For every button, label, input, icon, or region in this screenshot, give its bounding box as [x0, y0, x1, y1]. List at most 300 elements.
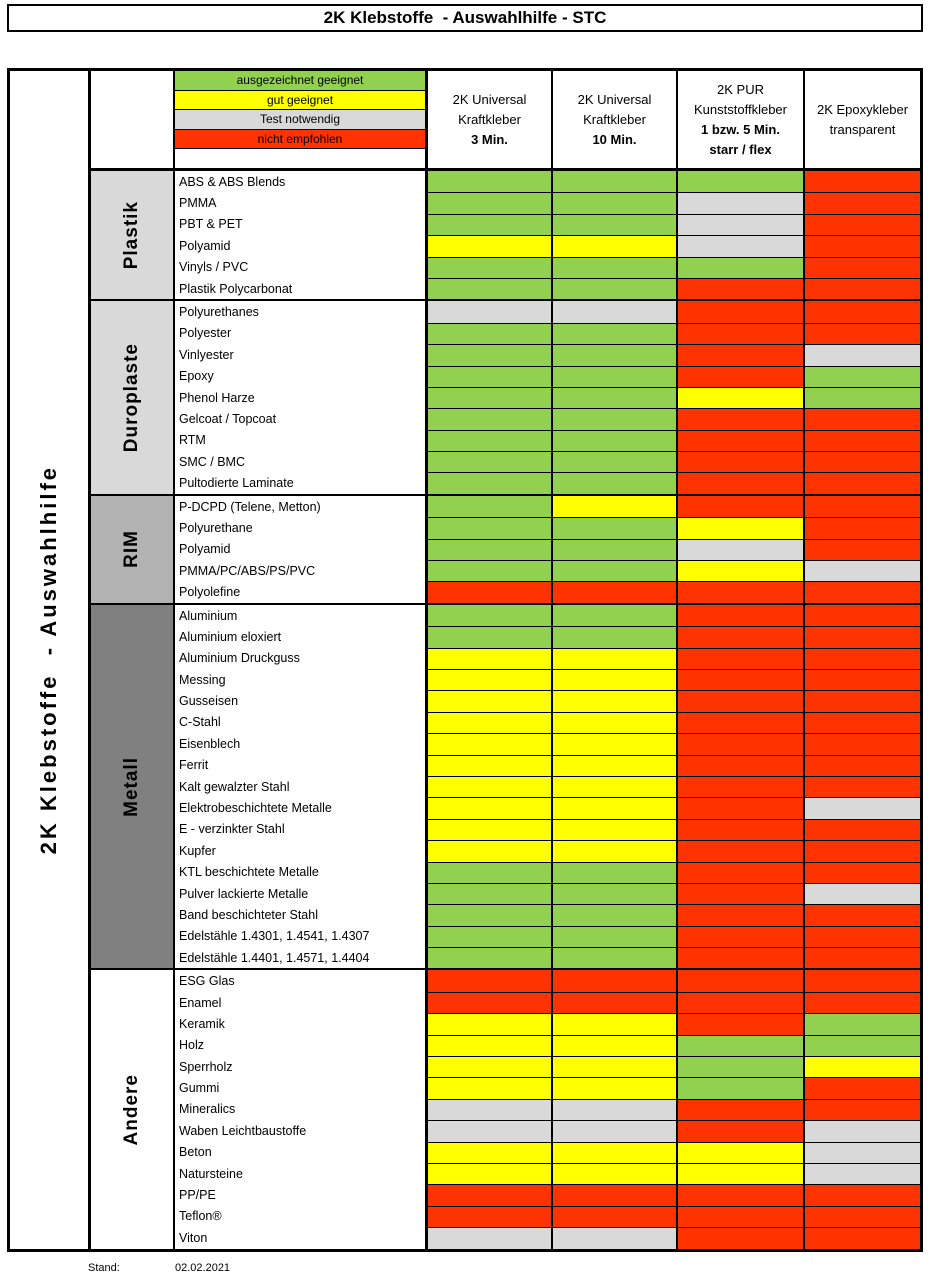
rating-cell-green	[551, 344, 676, 365]
rating-cell-green	[428, 344, 551, 365]
rating-cell-green	[551, 947, 676, 968]
material-name: Holz	[175, 1035, 428, 1056]
material-name: Plastik Polycarbonat	[175, 278, 428, 299]
rating-cell-green	[676, 257, 803, 278]
rating-cell-green	[551, 366, 676, 387]
material-row	[175, 992, 920, 1013]
rating-cell-red	[803, 669, 920, 690]
rating-cell-red	[676, 669, 803, 690]
material-name: Aluminium	[175, 605, 428, 626]
rating-cell-red	[428, 581, 551, 602]
rating-cell-red	[803, 648, 920, 669]
material-row	[175, 366, 920, 387]
material-row	[175, 947, 920, 968]
rating-cell-yellow	[428, 712, 551, 733]
rating-cell-green	[551, 323, 676, 344]
material-name: Polyester	[175, 323, 428, 344]
section-label-text: Andere	[121, 1073, 142, 1146]
rating-cell-red	[803, 970, 920, 991]
rating-cell-red	[676, 344, 803, 365]
rating-cell-green	[428, 560, 551, 581]
section-label-duroplaste	[91, 301, 175, 494]
material-row	[175, 214, 920, 235]
rating-cell-red	[803, 690, 920, 711]
rating-cell-red	[676, 323, 803, 344]
rating-cell-gray	[676, 235, 803, 256]
rating-cell-green	[551, 430, 676, 451]
section-rows	[175, 970, 920, 1248]
material-name: Polyolefine	[175, 581, 428, 602]
rating-cell-red	[676, 1120, 803, 1141]
rating-cell-green	[551, 862, 676, 883]
material-name: Natursteine	[175, 1163, 428, 1184]
column-header-epoxykleber-transparent	[803, 71, 920, 168]
rating-cell-gray	[803, 1120, 920, 1141]
legend-item-red: nicht empfohlen	[175, 130, 425, 150]
rating-cell-green	[428, 472, 551, 493]
rating-cell-red	[676, 970, 803, 991]
rating-cell-red	[803, 235, 920, 256]
section-label-plastik	[91, 171, 175, 299]
rating-cell-green	[428, 257, 551, 278]
rating-cell-green	[551, 883, 676, 904]
rating-cell-green	[803, 387, 920, 408]
material-row	[175, 862, 920, 883]
rating-cell-gray	[676, 192, 803, 213]
rating-cell-green	[551, 472, 676, 493]
column-header-line: 10 Min.	[592, 131, 637, 147]
rating-cell-red	[676, 626, 803, 647]
rating-cell-green	[428, 947, 551, 968]
rating-cell-red	[803, 1227, 920, 1248]
rating-cell-green	[803, 1013, 920, 1034]
section-label-andere	[91, 970, 175, 1248]
rating-cell-green	[428, 451, 551, 472]
header-row	[91, 71, 920, 171]
rating-cell-yellow	[551, 648, 676, 669]
table-content	[91, 71, 920, 1249]
material-name: Polyamid	[175, 235, 428, 256]
material-row	[175, 1120, 920, 1141]
column-header-line: Kraftkleber	[458, 111, 521, 127]
rating-cell-green	[551, 278, 676, 299]
rating-cell-yellow	[551, 235, 676, 256]
material-row	[175, 1077, 920, 1098]
material-name: Vinlyester	[175, 344, 428, 365]
rating-cell-yellow	[676, 387, 803, 408]
rating-cell-gray	[428, 1227, 551, 1248]
material-name: Eisenblech	[175, 733, 428, 754]
rating-cell-green	[428, 171, 551, 192]
material-name: Mineralics	[175, 1099, 428, 1120]
material-name: Messing	[175, 669, 428, 690]
material-row	[175, 883, 920, 904]
rating-cell-red	[803, 451, 920, 472]
material-name: Gummi	[175, 1077, 428, 1098]
rating-cell-yellow	[428, 690, 551, 711]
material-name: PBT & PET	[175, 214, 428, 235]
material-name: Gusseisen	[175, 690, 428, 711]
material-row	[175, 970, 920, 991]
rating-cell-red	[803, 733, 920, 754]
rating-cell-green	[551, 926, 676, 947]
rating-cell-gray	[803, 1163, 920, 1184]
rating-cell-red	[676, 1099, 803, 1120]
legend-item-gray: Test notwendig	[175, 110, 425, 130]
material-name: Ferrit	[175, 755, 428, 776]
rating-cell-yellow	[428, 819, 551, 840]
rating-cell-yellow	[428, 1163, 551, 1184]
section-metall	[91, 603, 920, 969]
rating-cell-green	[428, 883, 551, 904]
rating-cell-green	[551, 605, 676, 626]
rating-cell-yellow	[428, 1035, 551, 1056]
rating-cell-yellow	[428, 669, 551, 690]
material-row	[175, 171, 920, 192]
section-label-text: RIM	[121, 530, 142, 569]
material-row	[175, 819, 920, 840]
rating-cell-green	[551, 451, 676, 472]
rating-cell-green	[551, 517, 676, 538]
rating-cell-yellow	[551, 1163, 676, 1184]
material-name: Elektrobeschichtete Metalle	[175, 797, 428, 818]
rating-cell-green	[551, 192, 676, 213]
rating-cell-green	[803, 366, 920, 387]
column-header-pur-kunststoffkleber	[676, 71, 803, 168]
material-row	[175, 733, 920, 754]
column-header-line: 1 bzw. 5 Min.	[701, 121, 780, 137]
column-header-universal-kraftkleber-3min	[428, 71, 551, 168]
rating-cell-red	[551, 1206, 676, 1227]
rating-cell-yellow	[428, 733, 551, 754]
rating-cell-red	[676, 904, 803, 925]
rating-cell-red	[803, 1099, 920, 1120]
material-row	[175, 192, 920, 213]
rating-cell-red	[803, 517, 920, 538]
material-row	[175, 712, 920, 733]
header-empty-cell	[91, 71, 175, 168]
material-row	[175, 472, 920, 493]
rating-cell-gray	[428, 301, 551, 322]
rating-cell-yellow	[428, 235, 551, 256]
legend	[175, 71, 425, 149]
rating-cell-red	[803, 301, 920, 322]
selection-table	[7, 68, 923, 1252]
material-row	[175, 344, 920, 365]
material-name: Pultodierte Laminate	[175, 472, 428, 493]
rating-cell-red	[676, 712, 803, 733]
rating-cell-red	[803, 819, 920, 840]
column-header-line: starr / flex	[709, 141, 772, 157]
material-name: E - verzinkter Stahl	[175, 819, 428, 840]
material-row	[175, 690, 920, 711]
rating-cell-red	[676, 278, 803, 299]
rating-cell-red	[803, 776, 920, 797]
material-name: Aluminium eloxiert	[175, 626, 428, 647]
rating-cell-yellow	[551, 819, 676, 840]
rating-cell-yellow	[676, 560, 803, 581]
material-name: ESG Glas	[175, 970, 428, 991]
rating-cell-yellow	[428, 1077, 551, 1098]
rating-cell-yellow	[676, 1142, 803, 1163]
column-header-line: 2K Epoxykleber	[816, 101, 909, 117]
rating-cell-red	[803, 755, 920, 776]
rating-cell-green	[676, 171, 803, 192]
material-row	[175, 581, 920, 602]
rating-cell-yellow	[428, 1142, 551, 1163]
rating-cell-red	[676, 797, 803, 818]
material-row	[175, 648, 920, 669]
legend-cell	[175, 71, 428, 168]
rating-cell-green	[428, 605, 551, 626]
rating-cell-gray	[551, 301, 676, 322]
rating-cell-red	[676, 819, 803, 840]
rating-cell-green	[428, 366, 551, 387]
footer-date: 02.02.2021	[175, 1262, 231, 1274]
material-name: ABS & ABS Blends	[175, 171, 428, 192]
rating-cell-red	[676, 690, 803, 711]
material-row	[175, 323, 920, 344]
rating-cell-yellow	[551, 1142, 676, 1163]
rating-cell-red	[676, 648, 803, 669]
rating-cell-red	[803, 278, 920, 299]
rating-cell-red	[803, 581, 920, 602]
rating-cell-green	[551, 387, 676, 408]
rating-cell-green	[428, 862, 551, 883]
material-row	[175, 560, 920, 581]
material-name: SMC / BMC	[175, 451, 428, 472]
material-row	[175, 496, 920, 517]
rating-cell-red	[803, 257, 920, 278]
rating-cell-red	[803, 539, 920, 560]
rating-cell-red	[803, 472, 920, 493]
rating-cell-yellow	[803, 1056, 920, 1077]
rating-cell-green	[551, 539, 676, 560]
rating-cell-red	[676, 366, 803, 387]
rating-cell-green	[428, 626, 551, 647]
rating-cell-red	[676, 862, 803, 883]
rating-cell-red	[676, 733, 803, 754]
rating-cell-green	[428, 430, 551, 451]
page-title: 2K Klebstoffe - Auswahlhilfe - STC	[7, 4, 923, 32]
column-header-line: 3 Min.	[471, 131, 508, 147]
legend-item-yellow: gut geeignet	[175, 91, 425, 111]
material-name: Teflon®	[175, 1206, 428, 1227]
rating-cell-red	[803, 496, 920, 517]
material-name: RTM	[175, 430, 428, 451]
material-row	[175, 257, 920, 278]
material-row	[175, 517, 920, 538]
material-row	[175, 1099, 920, 1120]
rating-cell-red	[803, 1184, 920, 1205]
rating-cell-red	[803, 192, 920, 213]
rating-cell-red	[803, 926, 920, 947]
rating-cell-red	[676, 496, 803, 517]
rating-cell-red	[676, 472, 803, 493]
rating-cell-gray	[803, 560, 920, 581]
material-name: Viton	[175, 1227, 428, 1248]
material-row	[175, 1206, 920, 1227]
material-row	[175, 539, 920, 560]
side-title-cell	[10, 71, 91, 1249]
material-name: Edelstähle 1.4301, 1.4541, 1.4307	[175, 926, 428, 947]
rating-cell-red	[803, 947, 920, 968]
rating-cell-green	[428, 214, 551, 235]
rating-cell-red	[676, 581, 803, 602]
material-row	[175, 430, 920, 451]
section-rows	[175, 605, 920, 969]
rating-cell-green	[428, 904, 551, 925]
section-plastik	[91, 171, 920, 299]
rating-cell-red	[676, 301, 803, 322]
rating-cell-yellow	[551, 776, 676, 797]
material-row	[175, 1056, 920, 1077]
rating-cell-gray	[803, 1142, 920, 1163]
material-row	[175, 301, 920, 322]
rating-cell-red	[803, 214, 920, 235]
material-name: Pulver lackierte Metalle	[175, 883, 428, 904]
rating-cell-red	[551, 581, 676, 602]
material-name: Enamel	[175, 992, 428, 1013]
rating-cell-gray	[428, 1099, 551, 1120]
material-row	[175, 1184, 920, 1205]
rating-cell-red	[676, 840, 803, 861]
material-name: Vinyls / PVC	[175, 257, 428, 278]
rating-cell-green	[428, 278, 551, 299]
rating-cell-yellow	[428, 648, 551, 669]
material-name: Kupfer	[175, 840, 428, 861]
material-row	[175, 669, 920, 690]
rating-cell-green	[551, 171, 676, 192]
section-rows	[175, 171, 920, 299]
rating-cell-red	[676, 1206, 803, 1227]
rating-cell-yellow	[428, 776, 551, 797]
rating-cell-green	[551, 560, 676, 581]
rating-cell-yellow	[551, 1077, 676, 1098]
material-name: PMMA	[175, 192, 428, 213]
rating-cell-green	[428, 323, 551, 344]
legend-item-green: ausgezeichnet geeignet	[175, 71, 425, 91]
material-name: Polyamid	[175, 539, 428, 560]
material-name: P-DCPD (Telene, Metton)	[175, 496, 428, 517]
rating-cell-green	[676, 1077, 803, 1098]
rating-cell-gray	[428, 1120, 551, 1141]
rating-cell-yellow	[551, 669, 676, 690]
rating-cell-gray	[551, 1099, 676, 1120]
rating-cell-yellow	[551, 496, 676, 517]
column-header-line: transparent	[829, 121, 896, 137]
column-header-line: 2K PUR	[717, 81, 764, 97]
material-row	[175, 904, 920, 925]
material-name: Beton	[175, 1142, 428, 1163]
rating-cell-red	[676, 776, 803, 797]
rating-cell-yellow	[428, 840, 551, 861]
material-name: Band beschichteter Stahl	[175, 904, 428, 925]
rating-cell-yellow	[551, 733, 676, 754]
rating-cell-red	[803, 323, 920, 344]
section-label-metall	[91, 605, 175, 969]
rating-cell-yellow	[551, 1056, 676, 1077]
material-name: Epoxy	[175, 366, 428, 387]
section-label-text: Duroplaste	[121, 342, 142, 453]
rating-cell-green	[428, 496, 551, 517]
rating-cell-red	[676, 1013, 803, 1034]
sections-container	[91, 171, 920, 1249]
rating-cell-red	[428, 970, 551, 991]
rating-cell-yellow	[676, 1163, 803, 1184]
section-duroplaste	[91, 299, 920, 494]
rating-cell-green	[428, 192, 551, 213]
rating-cell-red	[676, 1227, 803, 1248]
column-header-line: 2K Universal	[452, 91, 527, 107]
rating-cell-green	[551, 257, 676, 278]
rating-cell-yellow	[676, 517, 803, 538]
rating-cell-red	[428, 992, 551, 1013]
material-name: Edelstähle 1.4401, 1.4571, 1.4404	[175, 947, 428, 968]
rating-cell-green	[428, 926, 551, 947]
material-name: Kalt gewalzter Stahl	[175, 776, 428, 797]
section-rows	[175, 301, 920, 494]
rating-cell-green	[551, 626, 676, 647]
rating-cell-red	[803, 171, 920, 192]
column-header-line: 2K Universal	[577, 91, 652, 107]
rating-cell-green	[428, 408, 551, 429]
rating-cell-red	[803, 626, 920, 647]
material-row	[175, 1013, 920, 1034]
material-name: Aluminium Druckguss	[175, 648, 428, 669]
material-name: Polyurethane	[175, 517, 428, 538]
material-name: Sperrholz	[175, 1056, 428, 1077]
rating-cell-yellow	[551, 1013, 676, 1034]
section-rows	[175, 496, 920, 603]
rating-cell-green	[551, 214, 676, 235]
material-name: Polyurethanes	[175, 301, 428, 322]
rating-cell-yellow	[428, 755, 551, 776]
material-row	[175, 408, 920, 429]
rating-cell-yellow	[551, 712, 676, 733]
footer-stand-label: Stand:	[88, 1262, 120, 1274]
rating-cell-gray	[676, 214, 803, 235]
rating-cell-red	[551, 992, 676, 1013]
material-name: Phenol Harze	[175, 387, 428, 408]
rating-cell-green	[676, 1056, 803, 1077]
side-title: 2K Klebstoffe - Auswahlhilfe	[36, 465, 61, 855]
rating-cell-red	[803, 1077, 920, 1098]
rating-cell-green	[676, 1035, 803, 1056]
material-row	[175, 235, 920, 256]
material-name: C-Stahl	[175, 712, 428, 733]
material-row	[175, 1163, 920, 1184]
rating-cell-red	[551, 1184, 676, 1205]
rating-cell-red	[676, 605, 803, 626]
section-label-text: Metall	[121, 756, 142, 817]
rating-cell-gray	[676, 539, 803, 560]
material-row	[175, 755, 920, 776]
section-label-rim	[91, 496, 175, 603]
rating-cell-yellow	[551, 1035, 676, 1056]
material-row	[175, 776, 920, 797]
rating-cell-gray	[803, 797, 920, 818]
rating-cell-red	[428, 1206, 551, 1227]
rating-cell-yellow	[551, 797, 676, 818]
rating-cell-green	[551, 408, 676, 429]
rating-cell-yellow	[551, 755, 676, 776]
material-row	[175, 605, 920, 626]
material-row	[175, 387, 920, 408]
rating-cell-gray	[803, 883, 920, 904]
rating-cell-yellow	[428, 1013, 551, 1034]
rating-cell-red	[676, 926, 803, 947]
